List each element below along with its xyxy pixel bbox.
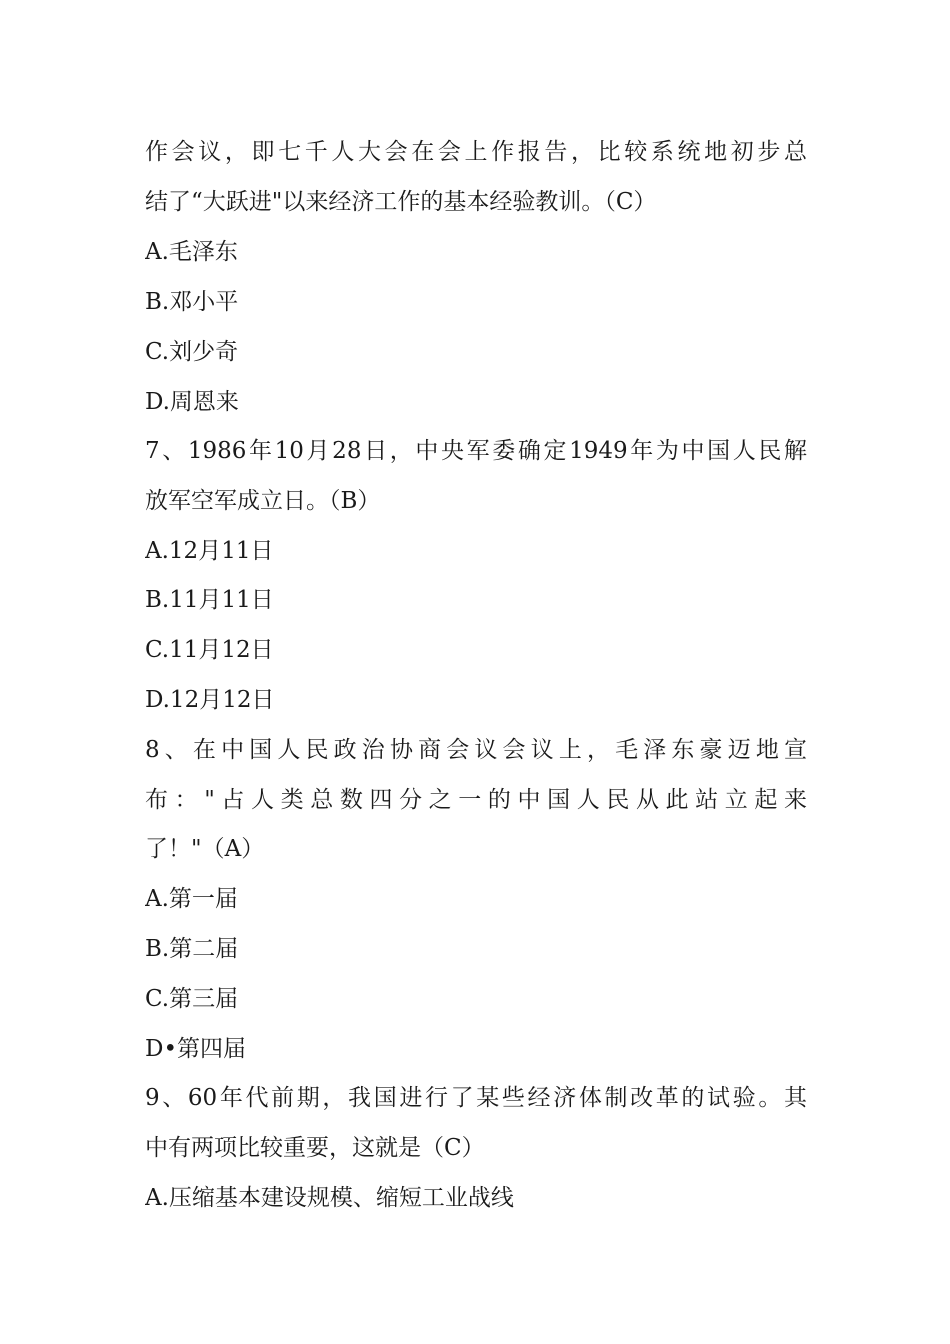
question-line: 9、60年代前期，我国进行了某些经济体制改革的试验。其 [145, 1085, 807, 1111]
question-line: 了！"（A） [145, 836, 265, 862]
option-line: B.11月11日 [145, 587, 274, 613]
option-line: C.11月12日 [145, 637, 274, 663]
option-line: A.12月11日 [145, 538, 274, 564]
text-line: 结了“大跃进"以来经济工作的基本经验教训。（C） [145, 189, 657, 215]
option-line: C.刘少奇 [145, 339, 239, 365]
question-line: 放军空军成立日。（B） [145, 488, 381, 514]
option-line: D.12月12日 [145, 687, 275, 713]
option-line: B.邓小平 [145, 289, 239, 315]
text-line: 作会议，即七千人大会在会上作报告，比较系统地初步总 [145, 139, 807, 165]
option-line: B.第二届 [145, 936, 239, 962]
option-line: D•第四届 [145, 1036, 247, 1062]
option-line: A.第一届 [145, 886, 238, 912]
question-line: 8、在中国人民政治协商会议会议上，毛泽东豪迈地宣 [145, 737, 807, 763]
option-line: D.周恩来 [145, 389, 239, 415]
question-line: 中有两项比较重要，这就是（C） [145, 1135, 485, 1161]
question-line: 布："占人类总数四分之一的中国人民从此站立起来 [145, 787, 807, 813]
option-line: A.压缩基本建设规模、缩短工业战线 [145, 1185, 514, 1211]
question-line: 7、1986年10月28日，中央军委确定1949年为中国人民解 [145, 438, 807, 464]
option-line: A.毛泽东 [145, 239, 238, 265]
option-line: C.第三届 [145, 986, 239, 1012]
